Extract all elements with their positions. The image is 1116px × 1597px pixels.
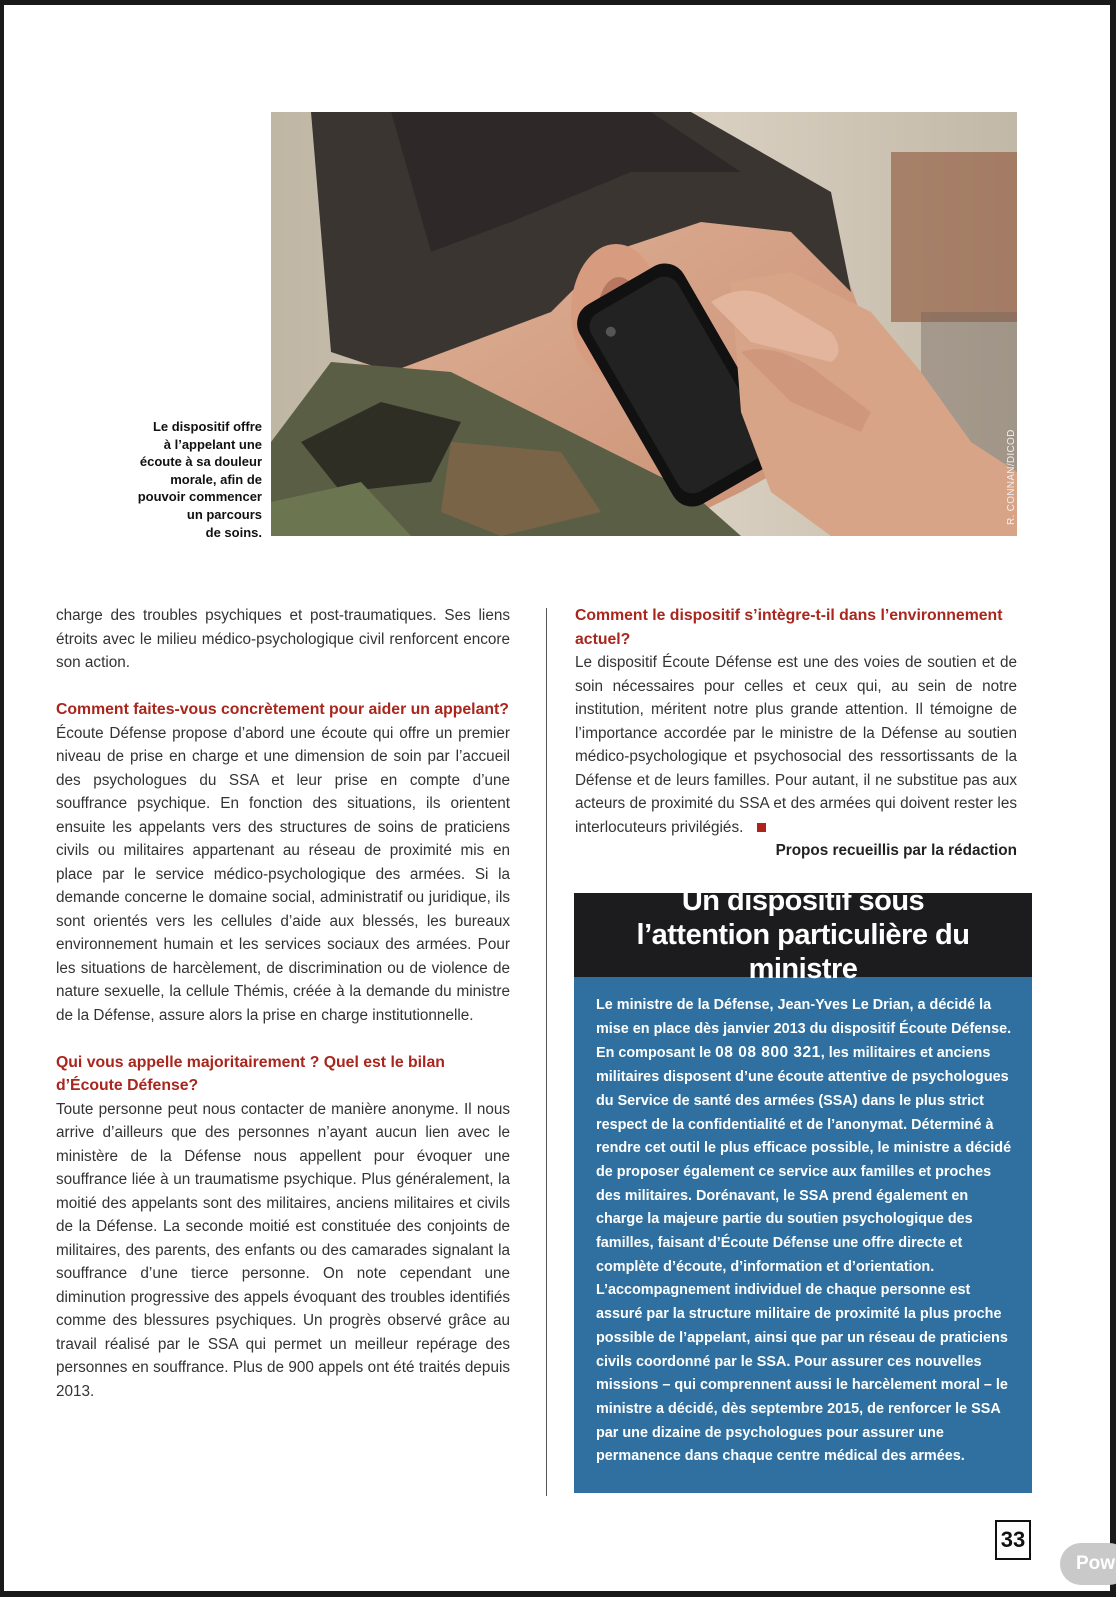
caption-line: écoute à sa douleur <box>139 454 262 470</box>
sidebar-title-text: Un dispositif sous l’attention particulière du ministre <box>636 885 970 985</box>
column-divider <box>546 608 547 1496</box>
caption-line: morale, afin de <box>170 471 262 487</box>
left-column <box>56 604 510 1403</box>
sidebar-text: Le ministre de la Défense, Jean-Yves Le Drian, a décidé la mise en place dès janvier 2013 du dispositif Écoute Défense. En composant le <box>596 997 1012 1062</box>
answer-paragraph <box>575 651 1017 839</box>
page-number: 33 <box>995 1520 1031 1560</box>
caption-line: un parcours <box>186 506 262 522</box>
question-heading: Comment faites-vous concrètement pour aider un appelant? <box>56 701 509 718</box>
sidebar-body <box>574 977 1032 1493</box>
phone-number: 08 08 800 321 <box>715 1044 821 1062</box>
caption-line: de soins. <box>205 524 262 540</box>
byline: Propos recueillis par la rédaction <box>775 842 1017 859</box>
question-heading: Qui vous appelle majoritairement ? Quel est le bilan d’Écoute Défense? <box>56 1053 445 1094</box>
sidebar-title <box>574 885 1032 985</box>
caption-line: à l’appelant une <box>163 436 262 452</box>
right-column <box>575 604 1017 863</box>
overlay-button[interactable]: Pow <box>1060 1543 1116 1585</box>
end-square-icon <box>757 823 766 832</box>
photo-credit: R. CONNAN/DICOD <box>1006 429 1017 525</box>
caption-line: Le dispositif offre <box>152 419 262 434</box>
caption-line: pouvoir commencer <box>137 489 262 505</box>
answer-text: Le dispositif Écoute Défense est une des voies de soutien et de soin nécessaires pour celles et ceux qui, au sein de notre institution, méritent notre plus grande attention. Il témoigne de l’importance accordée par le ministre de la Défense au soutien médico-psychologique et psychosocial des ressortissants de la Défense et de leurs familles. Pour autant, il ne substitue pas aux acteurs de proximité du SSA et des armées qui doivent rester les interlocuteurs privilégiés. <box>575 654 1017 836</box>
sidebar-text: , les militaires et anciens militaires disposent d’une écoute attentive de psychologues du Service de santé des armées (SSA) dans le plus strict respect de la confidentialité et de l’anonymat. Déterminé à rendre cet outil le plus efficace possible, le ministre a décidé de proposer également ce service aux familles et proches des militaires. Dorénavant, le SSA prend également en charge la majeure partie du soutien psychologique des familles, faisant d’Écoute Défense une offre directe et complète d’écoute, d’information et d’orientation. L’accompagnement individuel de chaque personne est assuré par la structure militaire de proximité la plus proche possible de l’appelant, ainsi que par un réseau de praticiens civils coordonné par le SSA. Pour assurer ces nouvelles missions – qui comprennent aussi le harcèlement moral – le ministre a décidé, dès septembre 2015, de renforcer le SSA par une dizaine de psychologues pour assurer une permanence dans chaque centre médical des armées. <box>596 1045 1012 1465</box>
intro-paragraph: charge des troubles psychiques et post-traumatiques. Ses liens étroits avec le milieu médico-psychologique civil renforcent encore son action. <box>56 607 510 671</box>
photo-caption <box>100 418 262 541</box>
answer-paragraph: Toute personne peut nous contacter de manière anonyme. Il nous arrive d’ailleurs que des personnes n’ayant aucun lien avec le ministère de la Défense nous appellent pour évoquer une souffrance liée à un traumatisme psychique. Plus généralement, la moitié des appelants sont des militaires, anciens militaires et civils de la Défense. La seconde moitié est constituée des conjoints de militaires, des parents, des enfants ou des camarades signalant la souffrance d’une tierce personne. On note cependant une diminution progressive des appels évoquant des troubles identifiés comme des blessures psychiques. Un progrès observé grâce au travail réalisé par le SSA qui permet un meilleur repérage des personnes en souffrance. Plus de 900 appels ont été traités depuis 2013. <box>56 1100 510 1400</box>
question-heading: Comment le dispositif s’intègre-t-il dans l’environnement actuel? <box>575 607 1003 648</box>
answer-paragraph: Écoute Défense propose d’abord une écoute qui offre un premier niveau de prise en charge et une dimension de soin par l’accueil des psychologues du SSA et leur prise en compte d’une souffrance psychique. En fonction des situations, ils orientent ensuite les appelants vers des structures de soins de praticiens civils ou militaires appartenant au réseau de proximité mis en place par le service médico-psychologique des armées. Si la demande concerne le domaine social, administratif ou juridique, ils sont orientés vers les cellules d’aide aux blessés, les bureaux environnement humain et les services sociaux des armées. Pour les situations de harcèlement, de discrimination ou de violence de nature sexuelle, la cellule Thémis, créée à la demande du ministre de la Défense, assure alors la prise en charge institutionnelle. <box>56 724 510 1024</box>
sidebar-box <box>574 885 1032 1493</box>
man-on-phone-photo <box>271 112 1017 536</box>
